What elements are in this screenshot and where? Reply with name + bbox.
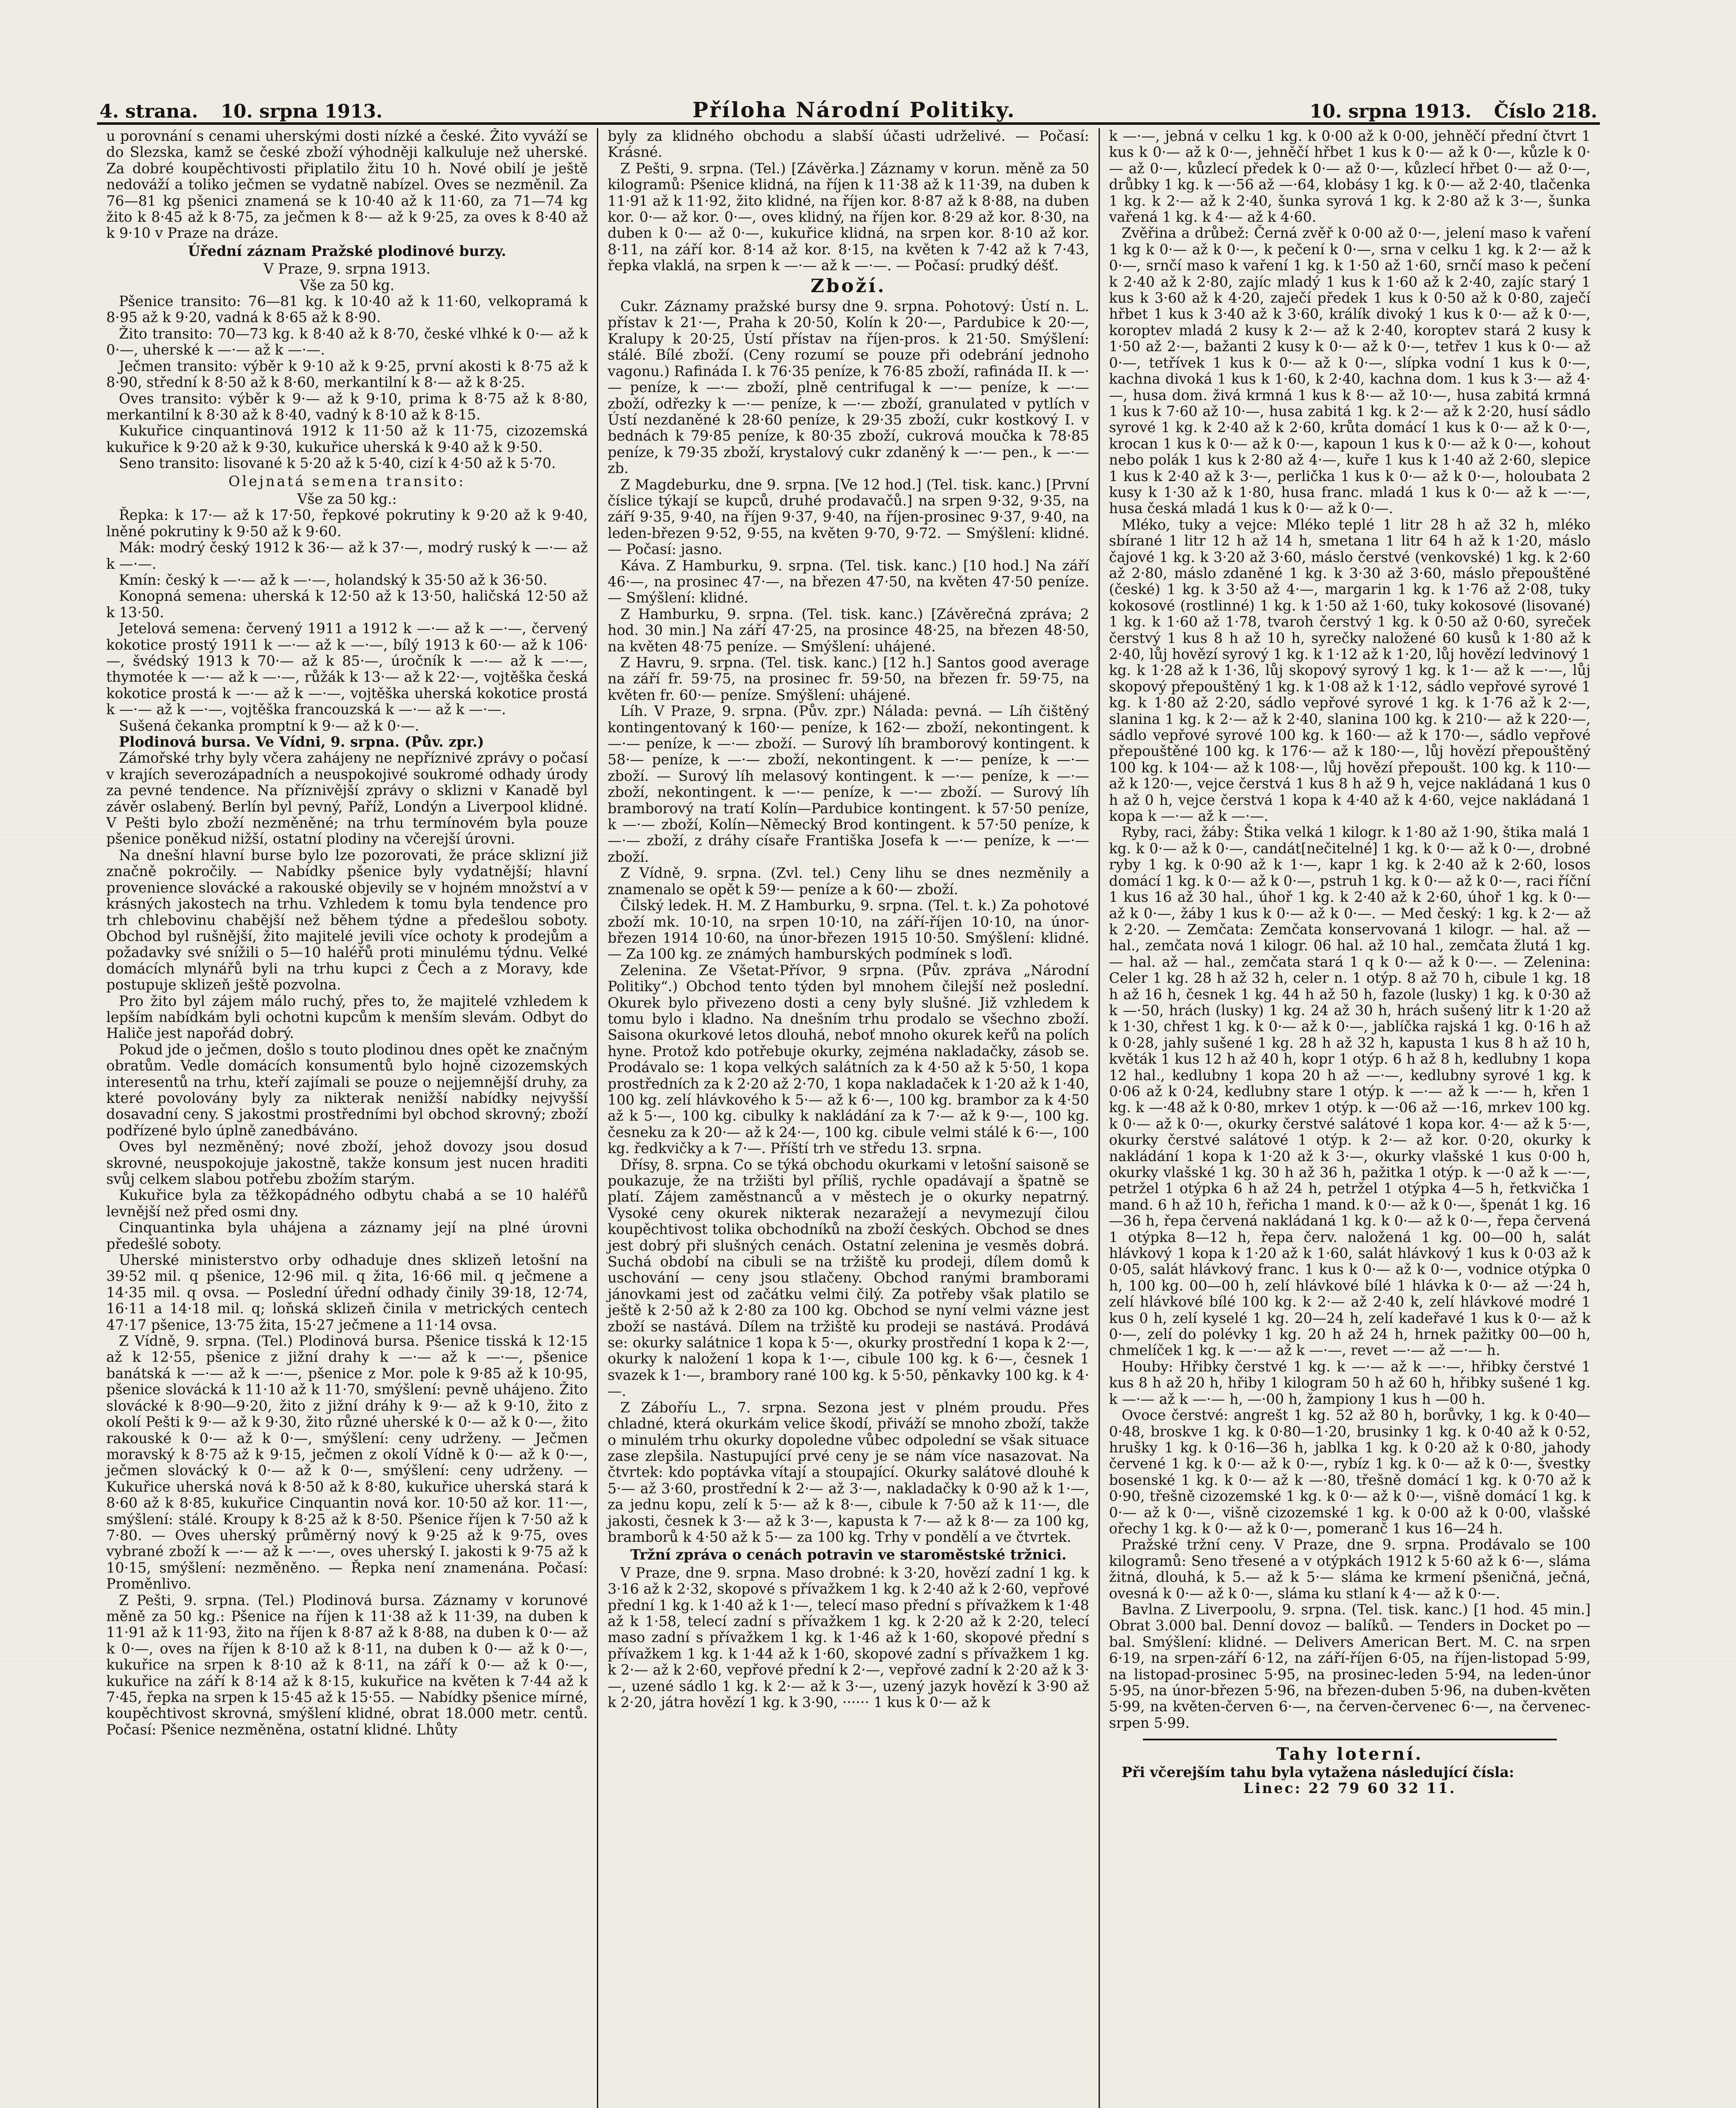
paragraph: byly za klidného obchodu a slabší účasti udrželivé. — Počasí: Krásné. <box>607 128 1089 161</box>
paragraph: Na dnešní hlavní burse bylo lze pozorovati, že práce sklizní již značně pokročily. — Nabídky pšenice byly vydatnější; hlavní provenience slovácké a rakouské objevily se v hojném množství a v krásných jakostech na trhu. Vzhledem k tomu byla tendence pro trh chlebovinu chabější než během týdne a předešlou soboty. Obchod byl rušnější, žito majitelé jevili více ochoty k prodejům a požadavky své snížili o 5—10 haléřů proti minulému týdnu. Velké domácích mlynářů byli na trhu kupci z Čech a z Moravy, kde postupuje sklizeň ještě pozvolna. <box>106 847 588 993</box>
section-heading: Zboží. <box>810 275 887 297</box>
paragraph: Mléko, tuky a vejce: Mléko teplé 1 litr 28 h až 32 h, mléko sbírané 1 litr 12 h až 14 h, smetana 1 litr 64 h až k 1·20, máslo čajové 1 kg. k 3·20 až 3·60, máslo čerstvé (venkovské) 1 kg. k 2·60 až 2·80, máslo zdaněné 1 kg. k 3·30 až 3·60, máslo přepouštěné (české) 1 kg. k 3·50 až 4·—, margarin 1 kg. k 1·76 až 2·08, tuky kokosové (rostlinné) 1 kg. k 1·50 až 1·60, tuky kokosové (lisované) 1 kg. k 1·60 až 1·78, tvaroh čerstvý 1 kg. k 0·50 až 0·60, syreček čerstvý 1 kus 8 h až 10 h, syrečky naložené 60 kusů k 1·80 až k 2·40, lůj hovězí syrový 1 kg. k 1·12 až k 1·20, lůj hovězí ledvinový 1 kg. k 1·28 až k 1·36, lůj skopový syrový 1 kg. k 1·— až k —·—, lůj skopový přepouštěný 1 kg. k 1·08 až k 1·12, sádlo vepřové syrové 1 kg. k 1·80 až 2·20, sádlo vepřové syrové 1 kg. k 1·76 až k 2·—, slanina 1 kg. k 2·— až k 2·40, slanina 100 kg. k 210·— až k 220·—, sádlo vepřové syrové 100 kg. k 160·— až k 170·—, sádlo vepřové přepouštěné 100 kg. k 176·— až k 180·—, lůj hovězí přepouštěný 100 kg. k 104·— až k 108·—, lůj hovězí přepoušt. 100 kg. k 110·— až k 120·—, vejce čerstvá 1 kus 8 h až 9 h, vejce nakládaná 1 kus 0 h až 0 h, vejce čerstvá 1 kopa k 4·40 až k 4·60, vejce nakládaná 1 kopa k —·— až k —·—. <box>1109 516 1591 825</box>
paragraph: Z Vídně, 9. srpna. (Zvl. tel.) Ceny lihu se dnes nezměnily a znamenalo se opět k 59·— peníze a k 60·— zboží. <box>607 865 1089 898</box>
unit-note: Vše za 50 kg.: <box>297 490 397 507</box>
paragraph: Zelenina. Ze Všetat-Přívor, 9 srpna. (Pův. zpráva „Národní Politiky“.) Obchod tento týden byl mnohem čilejší než poslední. Okurek bylo přivezeno dosti a ceny byly slušné. Již vzhledem k tomu bylo i kladno. Na dnešním trhu prodalo se všechno zboží. Saisona okurkové letos dlouhá, neboť mnoho okurek keřů na polích hyne. Protož kdo potřebuje okurky, zejména nakladačky, zásob se. Prodávalo se: 1 kopa velkých salátních za k 4·50 až k 5·50, 1 kopa prostředních za k 2·20 až 2·70, 1 kopa nakladaček k 1·20 až k 1·40, 100 kg. zelí hlávkového k 5·— až k 6·—, 100 kg. brambor za k 4·50 až k 5·—, 100 kg. cibulky k nakládání za k 7·— až k 9·—, 100 kg. česneku za k 20·— až k 24·—, 100 kg. cibule velmi stálé k 6·—, 100 kg. ředkvičky a k 7·—. Příští trh ve středu 13. srpna. <box>607 962 1089 1157</box>
paragraph: Uherské ministerstvo orby odhaduje dnes sklizeň letošní na 39·52 mil. q pšenice, 12·96 mil. q žita, 16·66 mil. q ječmene a 14·35 mil. q ovsa. — Poslední úřední odhady činily 39·18, 12·74, 16·11 a 14·18 mil. q; loňská sklizeň činila v metrických centech 47·17 pšenice, 13·75 žita, 15·27 ječmene a 11·14 ovsa. <box>106 1252 588 1333</box>
lottery-city: Linec: <box>1243 1780 1302 1797</box>
page-header <box>97 97 1600 125</box>
paragraph: Sušená čekanka promptní k 9·— až k 0·—. <box>119 717 419 734</box>
paragraph: Konopná semena: uherská k 12·50 až k 13·50, haličská 12·50 až k 13·50. <box>106 588 588 621</box>
paragraph: Líh. V Praze, 9. srpna. (Pův. zpr.) Nálada: pevná. — Líh čištěný kontingentovaný k 160·— peníze, k 162·— zboží, nekontingent. k —·— peníze, k —·— zboží. — Surový líh bramborový kontingent. k 58·— peníze, k —·— zboží, nekontingent. k —·— peníze, k —·— zboží. — Surový líh melasový kontingent. k —·— peníze, k —·— zboží, nekontingent. k —·— peníze, k —·— zboží. — Surový líh bramborový na tratí Kolín—Pardubice kontingent. k 57·50 peníze, k —·— zboží, Kolín—Německý Brod kontingent. k 57·50 peníze, k —·— zboží, z dráhy císaře Františka Josefa k —·— peníze, k —·— zboží. <box>607 703 1089 865</box>
paragraph: Plodinová bursa. Ve Vídni, 9. srpna. (Pův. zpr.) <box>119 734 484 750</box>
section-heading: Úřední záznam Pražské plodinové burzy. <box>188 242 506 259</box>
paragraph: Ovoce čerstvé: angrešt 1 kg. 52 až 80 h, borůvky, 1 kg. k 0·40—0·48, broskve 1 kg. k 0·80—1·20, brusinky 1 kg. k 0·40 až k 0·52, hrušky 1 kg. k 0·16—36 h, jablka 1 kg. k 0·20 až k 0·80, jahody červené 1 kg. k 0·— až k 0·—, rybíz 1 kg. k 0·— až k 0·—, švestky bosenské 1 kg. k 0·— až k —·80, třešně domácí 1 kg. k 0·70 až k 0·90, třešně cizozemské 1 kg. k 0·— až k 0·—, višně domácí 1 kg. k 0·— až k 0·—, višně cizozemské 1 kg. k 0·00 až k 0·00, vlašské ořechy 1 kg. k 0·— až k 0·—, pomeranč 1 kus 16—24 h. <box>1109 1407 1591 1537</box>
header-date-right: 10. srpna 1913. <box>1309 101 1472 122</box>
divider <box>1143 1739 1557 1740</box>
paragraph: Pražské tržní ceny. V Praze, dne 9. srpna. Prodávalo se 100 kilogramů: Seno třesené a v otýpkách 1912 k 5·60 až k 6·—, sláma žitná, dlouhá, k 5.— až k 5·— sláma ke krmení pšeničná, ječná, ovesná k 0·— až k 0·—, sláma ku stlaní k 4·— až k 0·—. <box>1109 1536 1591 1602</box>
paragraph: Ryby, raci, žáby: Štika velká 1 kilogr. k 1·80 až 1·90, štika malá 1 kg. k 0·— až k 0·—, candát[nečitelné] 1 kg. k 0·— až k 0·—, drobné ryby 1 kg. k 0·90 až k 1·—, kapr 1 kg. k 2·40 až k 2·60, losos domácí 1 kg. k 0·— až k 0·—, pstruh 1 kg. k 0·— až k 0·—, raci říční 1 kus 16 až 30 hal., úhoř 1 kg. k 2·40 až k 2·60, úhoř 1 kg. k 0·— až k 0·—, žáby 1 kus k 0·— až k 0·—. — Med český: 1 kg. k 2·— až k 2·20. — Zemčata: Zemčata konservovaná 1 kilogr. — hal. až — hal., zemčata nová 1 kilogr. 06 hal. až 10 hal., zemčata žlutá 1 kg. — hal. až — hal., zemčata stará 1 q k 0·— až k 0·—. — Zelenina: Celer 1 kg. 28 h až 32 h, celer n. 1 otýp. 8 až 70 h, cibule 1 kg. 18 h až 16 h, česnek 1 kg. 44 h až 50 h, fazole (lusky) 1 kg. k 0·30 až k —·50, hrách (lusky) 1 kg. 24 až 30 h, hrách sušený litr k 1·20 až k 1·30, chřest 1 kg. k 0·— až k 0·—, jablíčka rajská 1 kg. 0·16 h až k 0·28, jahly sušené 1 kg. 28 h až 32 h, kapusta 1 kus 8 h až 10 h, květák 1 kus 12 h až 40 h, kopr 1 otýp. 6 h až 8 h, kedlubny 1 kopa 12 hal., kedlubny 1 kopa 20 h až —·—, kedlubny syrové 1 kg. k 0·06 až k 0·24, kedlubny stare 1 otýp. k —·— až k —·— h, křen 1 kg. k —·48 až k 0·80, mrkev 1 otýp. k —·06 až —·16, mrkev 100 kg. k 0·— až k 0·—, okurky čerstvé salátové 1 kopa kor. 4·— až k 5·—, okurky čerstvé salátové 1 otýp. k 2·— až kor. 0·20, okurky k nakládání 1 kopa k 1·20 až k 3·—, okurky vlašské 1 kus 0·00 h, okurky vlašské 1 kg. 30 h až 36 h, pažitka 1 otýp. k —·0 až k —·—, petržel 1 otýpka 6 h až 24 h, petržel 1 otýpka 4—5 h, řetkvička 1 mand. 6 h až 10 h, řeřicha 1 mand. k 0·— až k 0·—, špenát 1 kg. 16—36 h, řepa červená nakládaná 1 kg. k 0·— až k 0·—, řepa červená 1 otýpka 8—12 h, řepa červ. naložená 1 kg. 00—00 h, salát hlávkový 1 kopa k 1·20 až k 1·60, salát hlávkový 1 kus k 0·03 až k 0·05, salát hlávkový franc. 1 kus k 0·— až k 0·—, vodnice otýpka 0 h, 100 kg. 00—00 h, zelí hlávkové bílé 1 hlávka k 0·— až —·24 h, zelí hlávkové bílé 100 kg. k 2·— až 2·40 k, zelí hlávkové modré 1 kus 0 h, zelí kyselé 1 kg. 20—24 h, zelí kadeřavé 1 kus k 0·— až k 0·—, zelí do polévky 1 kg. 20 h až 24 h, hrnek pažitky 00—00 h, chmelíček 1 kg. k —·— až k —·—, revet —·— až —·— h. <box>1109 824 1591 1359</box>
paragraph: Kukuřice cinquantinová 1912 k 11·50 až k 11·75, cizozemská kukuřice k 9·20 až k 9·30, kukuřice uherská k 9·40 až k 9·50. <box>106 422 588 455</box>
paragraph: Mák: modrý český 1912 k 36·— až k 37·—, modrý ruský k —·— až k —·—. <box>106 539 588 572</box>
paragraph: V Praze, dne 9. srpna. Maso drobné: k 3·20, hovězí zadní 1 kg. k 3·16 až k 2·32, skopové s přívažkem 1 kg. k 2·40 až k 2·60, vepřové přední 1 kg. k 1·40 až k 1·—, telecí maso přední s přívažkem k 1·48 až k 1·58, telecí zadní s přívažkem 1 kg. k 2·20 až k 2·20, telecí maso zadní s přívažkem 1 kg. k 1·46 až k 1·60, skopové přední s přívažkem 1 kg. k 1·44 až k 1·60, skopové zadní s přívažkem 1 kg. k 2·— až k 2·60, vepřové přední k 2·—, vepřové zadní k 2·20 až k 3·—, uzené sádlo 1 kg. k 2·— až k 3·—, uzený jazyk hovězí k 3·90 až k 2·20, játra hovězí 1 kg. k 3·90, ······ 1 kus k 0·— až k <box>607 1564 1089 1710</box>
lottery-line <box>1109 1780 1591 1796</box>
lottery-numbers: 22 79 60 32 11. <box>1308 1780 1457 1797</box>
paragraph: Z Vídně, 9. srpna. (Tel.) Plodinová bursa. Pšenice tisská k 12·15 až k 12·55, pšenice z jižní drahy k —·— až k —·—, pšenice banátská k —·— až k —·—, pšenice z Mor. pole k 9·85 až k 10·95, pšenice slovácká k 11·10 až k 11·70, smýšlení: pevně uhájeno. Žito slovácké k 8·90—9·20, žito z jižní dráhy k 9·— až k 9·10, žito z okolí Pešti k 9·— až k 9·30, žito různé uherské k 0·— až k 0·—, žito rakouské k 0·— až k 0·—, smýšlení: ceny udrženy. — Ječmen moravský k 8·75 až k 9·15, ječmen z okolí Vídně k 0·— až k 0·—, ječmen slovácký k 0·— až k 0·—, smýšlení: ceny udrženy. — Kukuřice uherská nová k 8·50 až k 8·80, kukuřice uherská stará k 8·60 až k 8·85, kukuřice Cinquantin nová kor. 10·50 až kor. 11·—, smýšlení: stálé. Kroupy k 8·25 až k 8·50. Pšenice říjen k 7·50 až k 7·80. — Oves uherský průměrný nový k 9·25 až k 9·75, oves vybrané zboží k —·— až k —·—, oves uherský I. jakosti k 9·75 až k 10·15, smýšlení: nezměněno. — Řepka není znamenána. Počasí: Proměnlivo. <box>106 1333 588 1592</box>
paragraph: Řepka: k 17·— až k 17·50, řepkové pokrutiny k 9·20 až k 9·40, lněné pokrutiny k 9·50 až k 9·60. <box>106 507 588 540</box>
paragraph: Cinquantinka byla uhájena a záznamy její na plné úrovni předešlé soboty. <box>106 1219 588 1252</box>
column-1 <box>97 128 598 2108</box>
paragraph: Žito transito: 70—73 kg. k 8·40 až k 8·70, české vlhké k 0·— až k 0·—, uherské k —·— až k —·—. <box>106 325 588 358</box>
paragraph: Pokud jde o ječmen, došlo s touto plodinou dnes opět ke značným obratům. Vedle domácích konsumentů bylo hojně cizozemských interesentů na trhu, kteří zajímali se pouze o nejjemnější druhy, za které povolovány byly za nikterak nenižší nabídky nejvyšší dosavadní ceny. S jakostmi prostředními byl obchod skrovný; zboží podřízené bylo úplně zanedbáváno. <box>106 1041 588 1139</box>
paragraph: Ječmen transito: výběr k 9·10 až k 9·25, první akosti k 8·75 až k 8·90, střední k 8·50 až k 8·60, merkantilní k 8·— až k 8·25. <box>106 358 588 391</box>
page-number: 4. strana. <box>99 101 198 122</box>
paragraph: u porovnání s cenami uherskými dosti nízké a české. Žito vyváží se do Slezska, kamž se české zboží výhodněji kalkuluje než uherské. Za dobré koupěchtivosti připlatilo žitu 10 h. Nové obilí je ještě nedováží a toliko ječmen se vydatně nabízel. Oves se nezměnil. Za 76—81 kg pšenici znamená se k 10·40 až k 11·60, za 71—74 kg žito k 8·45 až k 8·75, za ječmen k 8·— až k 9·25, za oves k 8·40 až k 9·10 v Praze na dráze. <box>106 128 588 242</box>
paragraph: Z Pešti, 9. srpna. (Tel.) Plodinová bursa. Záznamy v korunové měně za 50 kg.: Pšenice na říjen k 11·38 až k 11·39, na duben k 11·91 až k 11·93, žito na říjen k 8·87 až k 8·88, na duben k 0·— až k 0·—, oves na říjen k 8·10 až k 8·11, na duben k 0·— až k 0·—, kukuřice na srpen k 8·10 až k 8·11, na září k 0·— až k 0·—, kukuřice na září k 8·14 až k 8·15, kukuřice na květen k 7·44 až k 7·45, řepka na srpen k 15·45 až k 15·55. — Nabídky pšenice mírné, koupěchtivost skrovná, smýšlení klidné, obrat 18.000 metr. centů. Počasí: Pšenice nezměněna, ostatní klidné. Lhůty <box>106 1592 588 1738</box>
section-heading: Olejnatá semena transito: <box>228 473 466 489</box>
paragraph: Kmín: český k —·— až k —·—, holandský k 35·50 až k 36·50. <box>119 571 548 588</box>
column-2 <box>598 128 1099 2108</box>
paragraph: Dřísy, 8. srpna. Co se týká obchodu okurkami v letošní saisoně se poukazuje, že na tržišti byl příliš, rychle opadávají a špatně se platí. Zájem zaměstnanců a v městech je o okurky nepatrný. Vysoké ceny okurek nikterak nezaražejí a nevymezují čilou koupěchtivost tolika obchodníků na zboží českých. Obchod se dnes jest dobrý při slušných cenách. Ostatní zelenina je vesměs dobrá. Suchá období na cibuli se na tržiště ku prodeji, dílem domů k uschování — ceny jsou stlačeny. Obchod ranými bramborami jánovkami jest od začátku velmi čilý. Za potřeby však platilo se ještě k 2·50 až k 2·80 za 100 kg. Obchod se nyní velmi vázne jest zboží se nastává. Dílem na tržiště ku prodeji se nastává. Prodává se: okurky salátnice 1 kopa k 5·—, okurky prostřední 1 kopa k 2·—, okurky k naložení 1 kopa k 1·—, cibule 100 kg. k 6·—, česnek 1 svazek k 1·—, brambory rané 100 kg. k 5·50, pěnkavky 100 kg. k 4·—. <box>607 1156 1089 1400</box>
paragraph: Pro žito byl zájem málo ruchý, přes to, že majitelé vzhledem k lepším nabídkám byli ochotni kupcům k menším slevám. Odbyt do Haliče jest napořád dobrý. <box>106 992 588 1042</box>
paragraph: Houby: Hřibky čerstvé 1 kg. k —·— až k —·—, hřibky čerstvé 1 kus 8 h až 20 h, hřiby 1 kilogram 50 h až 60 h, hřibky sušené 1 kg. k —·— až k —·— h, —·00 h, žampiony 1 kus h —00 h. <box>1109 1358 1591 1407</box>
section-heading: Tržní zpráva o cenách potravin ve staroměstské tržnici. <box>630 1546 1067 1563</box>
paragraph: k —·—, jebná v celku 1 kg. k 0·00 až k 0·00, jehněčí přední čtvrt 1 kus k 0·— až k 0·—, jehněčí hřbet 1 kus k 0·— až k 0·—, kůzle k 0·— až 0·—, kůzlecí předek k 0·— až 0·—, kůzlecí hřbet 0·— až 0·—, drůbky 1 kg. k —·56 až —·64, klobásy 1 kg. k 0·— až 2·40, tlačenka 1 kg. k 2·— až k 2·40, šunka syrová 1 kg. k 2·80 až k 3·—, šunka vařená 1 kg. k 4·— až k 4·60. <box>1109 128 1591 226</box>
paragraph: Káva. Z Hamburku, 9. srpna. (Tel. tisk. kanc.) [10 hod.] Na září 46·—, na prosinec 47·—, na březen 47·50, na květen 47·50 peníze. — Smýšlení: klidné. <box>607 557 1089 606</box>
column-3 <box>1100 128 1600 2108</box>
dateline: V Praze, 9. srpna 1913. <box>263 261 431 277</box>
article-columns <box>97 128 1600 2108</box>
paragraph: Z Magdeburku, dne 9. srpna. [Ve 12 hod.] (Tel. tisk. kanc.) [První číslice týkají se kupců, druhé prodavačů.] na srpen 9·32, 9·35, na září 9·35, 9·40, na říjen 9·37, 9·40, na říjen-prosinec 9·37, 9·40, na leden-březen 9·52, 9·55, na květen 9·70, 9·72. — Smýšlení: klidné. — Počasí: jasno. <box>607 476 1089 558</box>
section-heading: Tahy loterní. <box>1276 1744 1423 1764</box>
paper-fold <box>0 1661 1736 1662</box>
supplement-title: Příloha Národní Politiky. <box>692 97 1016 122</box>
paragraph: Při včerejším tahu byla vytažena následující čísla: <box>1121 1764 1514 1780</box>
paragraph: Z Pešti, 9. srpna. (Tel.) [Závěrka.] Záznamy v korun. měně za 50 kilogramů: Pšenice klidná, na říjen k 11·38 až k 11·39, na duben k 11·91 až k 11·92, žito klidné, na říjen kor. 8·87 až k 8·88, na duben kor. 0·— až kor. 0·—, oves klidný, na říjen kor. 8·29 až kor. 8·30, na duben k 0·— až 0·—, kukuřice klidná, na srpen kor. 8·10 až kor. 8·11, na září kor. 8·14 až kor. 8·15, na květen k 7·42 až k 7·43, řepka vlaklá, na srpen k —·— až k —·—. — Počasí: prudký déšť. <box>607 160 1089 274</box>
paragraph: Kukuřice byla za těžkopádného odbytu chabá a se 10 haléřů levnější než před osmi dny. <box>106 1187 588 1220</box>
paragraph: Z Záboříu L., 7. srpna. Sezona jest v plném proudu. Přes chladné, která okurkám velice škodí, přiváží se mnoho zboží, takže o minulém trhu okurky dopoledne vůbec odpolední se však situace zase zlepšila. Nastupující prvé ceny je se nám více nasazovat. Na čtvrtek: kdo poptávka vítají a stoupající. Okurky salátové dlouhé k 5·— až 3·60, prostřední k 2·— až 3·—, nakladačky k 0·90 až k 1·—, za jednu kopu, zelí k 5·— až k 8·—, cibule k 7·50 až k 11·—, dle jakosti, česnek k 3·— až k 3·—, kapusta k 7·— až k 8·— za 100 kg, bramborů k 4·50 až k 5·— za 100 kg. Trhy v pondělí a ve čtvrtek. <box>607 1399 1089 1545</box>
paragraph: Čilský ledek. H. M. Z Hamburku, 9. srpna. (Tel. t. k.) Za pohotové zboží mk. 10·10, na srpen 10·10, na září-říjen 10·10, na únor-březen 1914 10·60, na únor-březen 1915 10·50. Smýšlení: klidné. — Za 100 kg. ze známých hamburských podmínek s loďi. <box>607 897 1089 963</box>
paragraph: Jetelová semena: červený 1911 a 1912 k —·— až k —·—, červený kokotice prostý 1911 k —·— až k —·—, bílý 1913 k 60·— až k 106·—, švédský 1913 k 70·— až k 85·—, úročník k —·— až k —·—, thymotée k —·— až k —·—, růžák k 13·— až k 22·—, vojtěška česká kokotice prostá k —·— až k —·—, vojtěška uherská kokotice prostá k —·— až k —·—, vojtěška francouzská k —·— až k —·—. <box>106 620 588 718</box>
paragraph: Z Havru, 9. srpna. (Tel. tisk. kanc.) [12 h.] Santos good average na září fr. 59·75, na prosinec fr. 59·50, na březen fr. 59·75, na květen fr. 60·— peníze. Smýšlení: uhájené. <box>607 654 1089 703</box>
paragraph: Bavlna. Z Liverpoolu, 9. srpna. (Tel. tisk. kanc.) [1 hod. 45 min.] Obrat 3.000 bal. Denní dovoz — balíků. — Tenders in Docket po — bal. Smýšlení: klidné. — Delivers American Bert. M. C. na srpen 6·19, na srpen-září 6·12, na září-říjen 6·05, na říjen-listopad 5·99, na listopad-prosinec 5·95, na prosinec-leden 5·94, na leden-únor 5·95, na únor-březen 5·96, na březen-duben 5·96, na duben-květen 5·99, na květen-červen 6·—, na červen-červenec 6·—, na červenec-srpen 5·99. <box>1109 1601 1591 1731</box>
header-date-left: 10. srpna 1913. <box>220 101 383 122</box>
unit-note: Vše za 50 kg. <box>299 277 395 293</box>
paragraph: Pšenice transito: 76—81 kg. k 10·40 až k 11·60, velkopramá k 8·95 až k 9·20, vadná k 8·65 až k 8·90. <box>106 293 588 326</box>
paragraph: Cukr. Záznamy pražské bursy dne 9. srpna. Pohotový: Ústí n. L. přístav k 21·—, Praha k 20·50, Kolín k 20·—, Pardubice k 20·—, Kralupy k 20·25, Ústí přístav na říjen-pros. k 21·50. Smýšlení: stálé. Bílé zboží. (Ceny rozumí se pouze při odebrání jednoho vagonu.) Rafináda I. k 76·35 peníze, k 76·85 zboží, rafináda II. k —·— peníze, k —·— zboží, plně centrifugal k —·— peníze, k —·— zboží, odřezky k —·— peníze, k —·— zboží, granulated v pytlích v Ústí nezdaněné k 28·60 peníze, k 29·35 zboží, cukr kostkový I. v bednách k 79·85 peníze, k 80·35 zboží, cukrová moučka k 78·85 peníze, k 79·35 zboží, krystalový cukr zdaněný k —·— pen., k —·— zb. <box>607 298 1089 477</box>
newspaper-page <box>97 97 1600 2108</box>
paragraph: Seno transito: lisované k 5·20 až k 5·40, cizí k 4·50 až k 5·70. <box>119 455 556 472</box>
paragraph: Z Hamburku, 9. srpna. (Tel. tisk. kanc.) [Závěrečná zpráva; 2 hod. 30 min.] Na září 47·25, na prosince 48·25, na březen 48·50, na květen 48·75 peníze. — Smýšlení: uhájené. <box>607 605 1089 655</box>
issue-number: Číslo 218. <box>1494 101 1597 122</box>
paragraph: Zámořské trhy byly včera zahájeny ne nepříznivé zprávy o počasí v krajích severozápadních a neuspokojivé soukromé odhady úrody za pevné tendence. Na příznivější zprávy o sklizni v Kanadě byl závěr oslabený. Berlín byl pevný, Paříž, Londýn a Liverpool klidné. V Pešti bylo zboží nezměněné; na trhu termínovém byla pouze pšenice poněkud nižší, ostatní plodiny na včerejší úrovni. <box>106 750 588 847</box>
paragraph: Oves transito: výběr k 9·— až k 9·10, prima k 8·75 až k 8·80, merkantilní k 8·30 až k 8·40, vadný k 8·10 až k 8·15. <box>106 390 588 423</box>
paragraph: Oves byl nezměněný; nové zboží, jehož dovozy jsou dosud skrovné, neuspokojuje jakostně, takže konsum jest nucen hraditi svůj celkem slabou potřebu zbožím starým. <box>106 1138 588 1187</box>
paragraph: Zvěřina a drůbež: Černá zvěř k 0·00 až 0·—, jelení maso k vaření 1 kg k 0·— až k 0·—, k pečení k 0·—, srna v celku 1 kg. k 2·— až k 0·—, srnčí maso k vaření 1 kg. k 1·50 až 1·60, srnčí maso k pečení k 2·40 až k 2·80, zajíc mladý 1 kus k 1·60 až k 2·40, zajíc starý 1 kus k 3·60 až k 4·20, zaječí předek 1 kus k 0·50 až k 0·80, zaječí hřbet 1 kus k 3·40 až k 3·60, králík divoký 1 kus k 0·— až k 0·—, koroptev mladá 2 kusy k 2·— až k 2·40, koroptev stará 2 kusy k 1·50 až 2·—, bažanti 2 kusy k 0·— až k 0·—, tetřev 1 kus k 0·— až 0·—, tetřívek 1 kus k 0·— až k 0·—, slípka vodní 1 kus k 0·—, kachna divoká 1 kus k 1·60, k 2·40, kachna dom. 1 kus k 3·— až 4·—, husa dom. živá krmná 1 kus k 8·— až 10·—, husa zabitá krmná 1 kus k 7·60 až 10·—, husa zabitá 1 kg. k 2·— až k 2·20, husí sádlo syrové 1 kg. k 2·40 až k 2·60, krůta domácí 1 kus k 0·— až k 0·—, krocan 1 kus k 0·— až k 0·—, kapoun 1 kus k 0·— až k 0·—, kohout nebo polák 1 kus k 2·80 až 4·—, kuře 1 kus k 1·40 až 2·60, slepice 1 kus k 2·40 až k 3·—, perlička 1 kus k 0·— až k 0·—, holoubata 2 kusy k 1·30 až k 1·80, husa franc. mladá 1 kus k 0·— až k —·—, husa česká mladá 1 kus k 0·— až k 0·—. <box>1109 225 1591 517</box>
